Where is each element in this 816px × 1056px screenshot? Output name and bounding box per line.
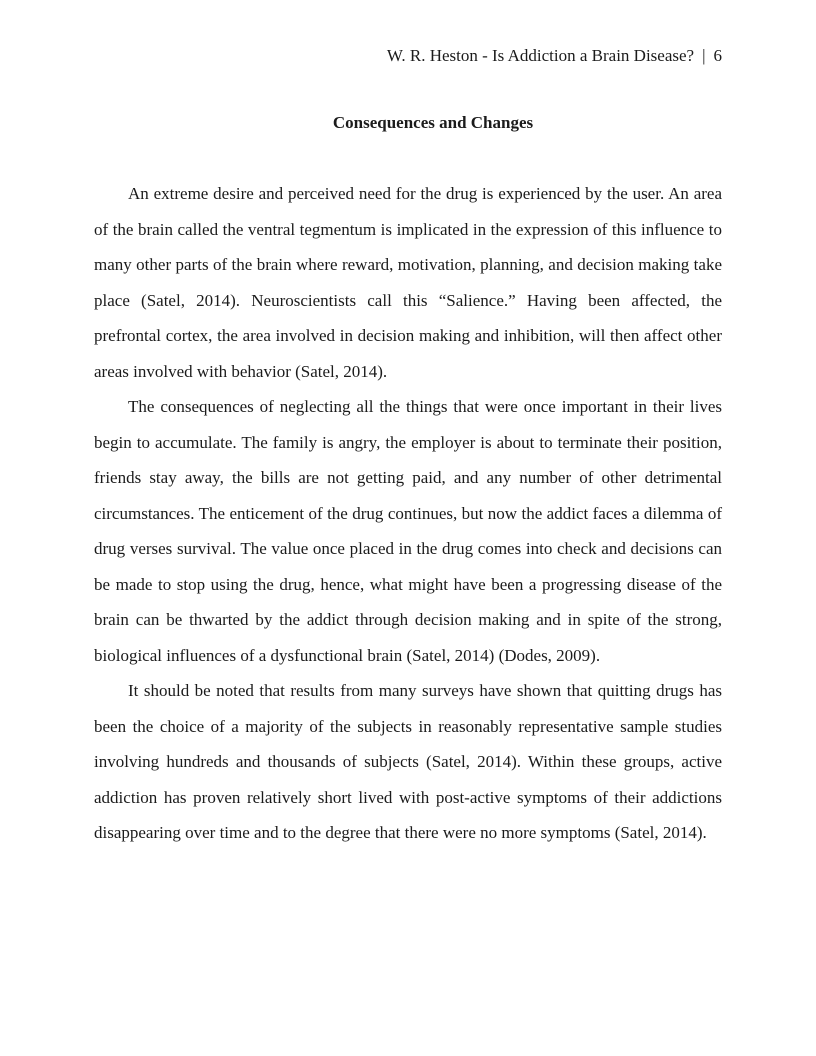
page-number: 6 [713,46,722,65]
paragraph-3: It should be noted that results from many surveys have shown that quitting drugs has been the choice of a majority of the subjects in reasonably representative sample studies involving hundreds and thousands of subjects (Satel, 2014). Within these groups, active addiction has proven relatively short lived with post-active symptoms of their addictions disappearing over time and to the degree that there were no more symptoms (Satel, 2014). [94,681,722,842]
header-separator: | [702,46,706,65]
page-header [387,46,722,66]
running-head: W. R. Heston - Is Addiction a Brain Disease? [386,46,695,65]
section-heading: Consequences and Changes [332,113,534,132]
paragraph-1: An extreme desire and perceived need for the drug is experienced by the user. An area of the brain called the ventral tegmentum is implicated in the expression of this influence to many other parts of the brain where reward, motivation, planning, and decision making take place (Satel, 2014). Neuroscientists call this “Salience.” Having been affected, the prefrontal cortex, the area involved in decision making and inhibition, will then affect other areas involved with behavior (Satel, 2014). [94,184,722,381]
paragraph-2: The consequences of neglecting all the things that were once important in their lives begin to accumulate. The family is angry, the employer is about to terminate their position, friends stay away, the bills are not getting paid, and any number of other detrimental circumstances. The enticement of the drug continues, but now the addict faces a dilemma of drug verses survival. The value once placed in the drug comes into check and decisions can be made to stop using the drug, hence, what might have been a progressing disease of the brain can be thwarted by the addict through decision making and in spite of the strong, biological influences of a dysfunctional brain (Satel, 2014) (Dodes, 2009). [94,397,722,665]
document-body [94,176,722,851]
